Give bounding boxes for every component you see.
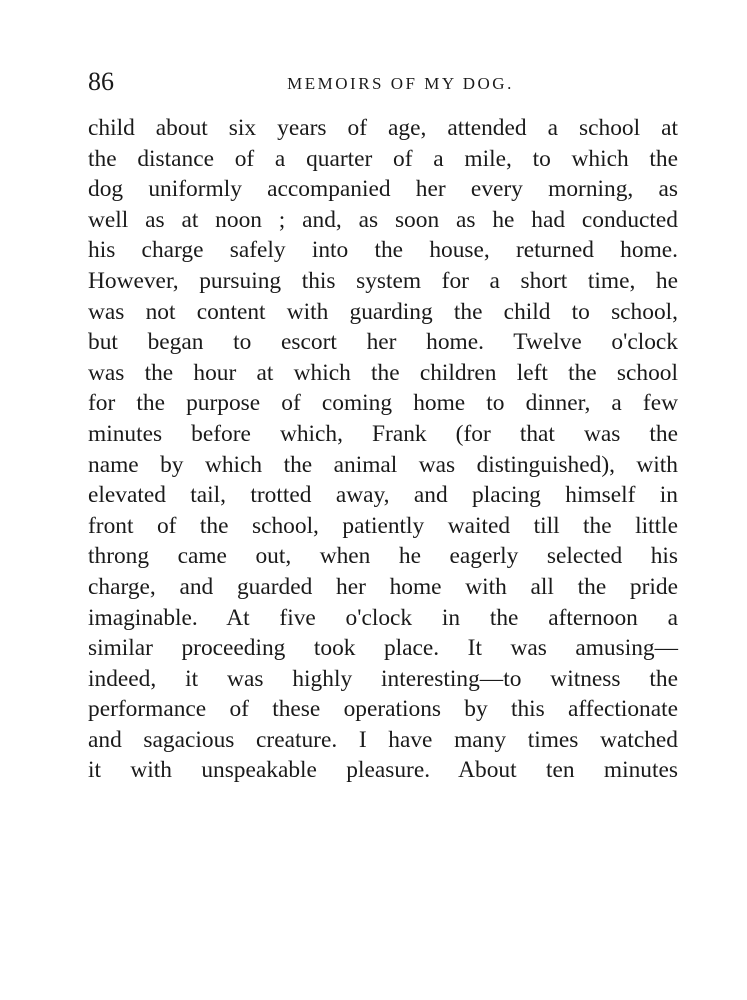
text-line: was not content with guarding the child to school, bbox=[88, 298, 678, 325]
text-line: his charge safely into the house, returned home. bbox=[88, 237, 678, 264]
text-line: for the purpose of coming home to dinner, a few bbox=[88, 390, 678, 417]
text-line: the distance of a quarter of a mile, to which the bbox=[88, 145, 678, 172]
text-line: was the hour at which the children left the school bbox=[88, 359, 678, 386]
text-line: charge, and guarded her home with all the pride bbox=[88, 573, 678, 600]
text-line: minutes before which, Frank (for that was the bbox=[88, 420, 678, 447]
page-header bbox=[88, 64, 673, 100]
text-line: imaginable. At five o'clock in the afternoon a bbox=[88, 604, 678, 631]
text-line: child about six years of age, attended a school at bbox=[88, 115, 678, 141]
text-line: performance of these operations by this affectionate bbox=[88, 696, 678, 723]
page-number: 86 bbox=[88, 67, 114, 96]
text-line: However, pursuing this system for a short time, he bbox=[88, 267, 678, 294]
text-line: front of the school, patiently waited till the little bbox=[88, 512, 678, 539]
text-line: well as at noon ; and, as soon as he had conducted bbox=[88, 206, 678, 233]
text-line: name by which the animal was distinguished), with bbox=[88, 451, 678, 478]
text-line: elevated tail, trotted away, and placing himself in bbox=[88, 482, 678, 509]
text-line: dog uniformly accompanied her every morning, as bbox=[88, 176, 678, 203]
text-line: throng came out, when he eagerly selected his bbox=[88, 543, 678, 570]
text-line: but began to escort her home. Twelve o'clock bbox=[88, 329, 678, 356]
running-head: MEMOIRS OF MY DOG. bbox=[287, 74, 514, 93]
text-line: it with unspeakable pleasure. About ten minutes bbox=[88, 757, 678, 784]
text-line: indeed, it was highly interesting—to witness the bbox=[88, 665, 678, 692]
text-line: and sagacious creature. I have many times watched bbox=[88, 726, 678, 753]
body-text bbox=[88, 113, 678, 786]
text-line: similar proceeding took place. It was amusing— bbox=[88, 635, 678, 662]
